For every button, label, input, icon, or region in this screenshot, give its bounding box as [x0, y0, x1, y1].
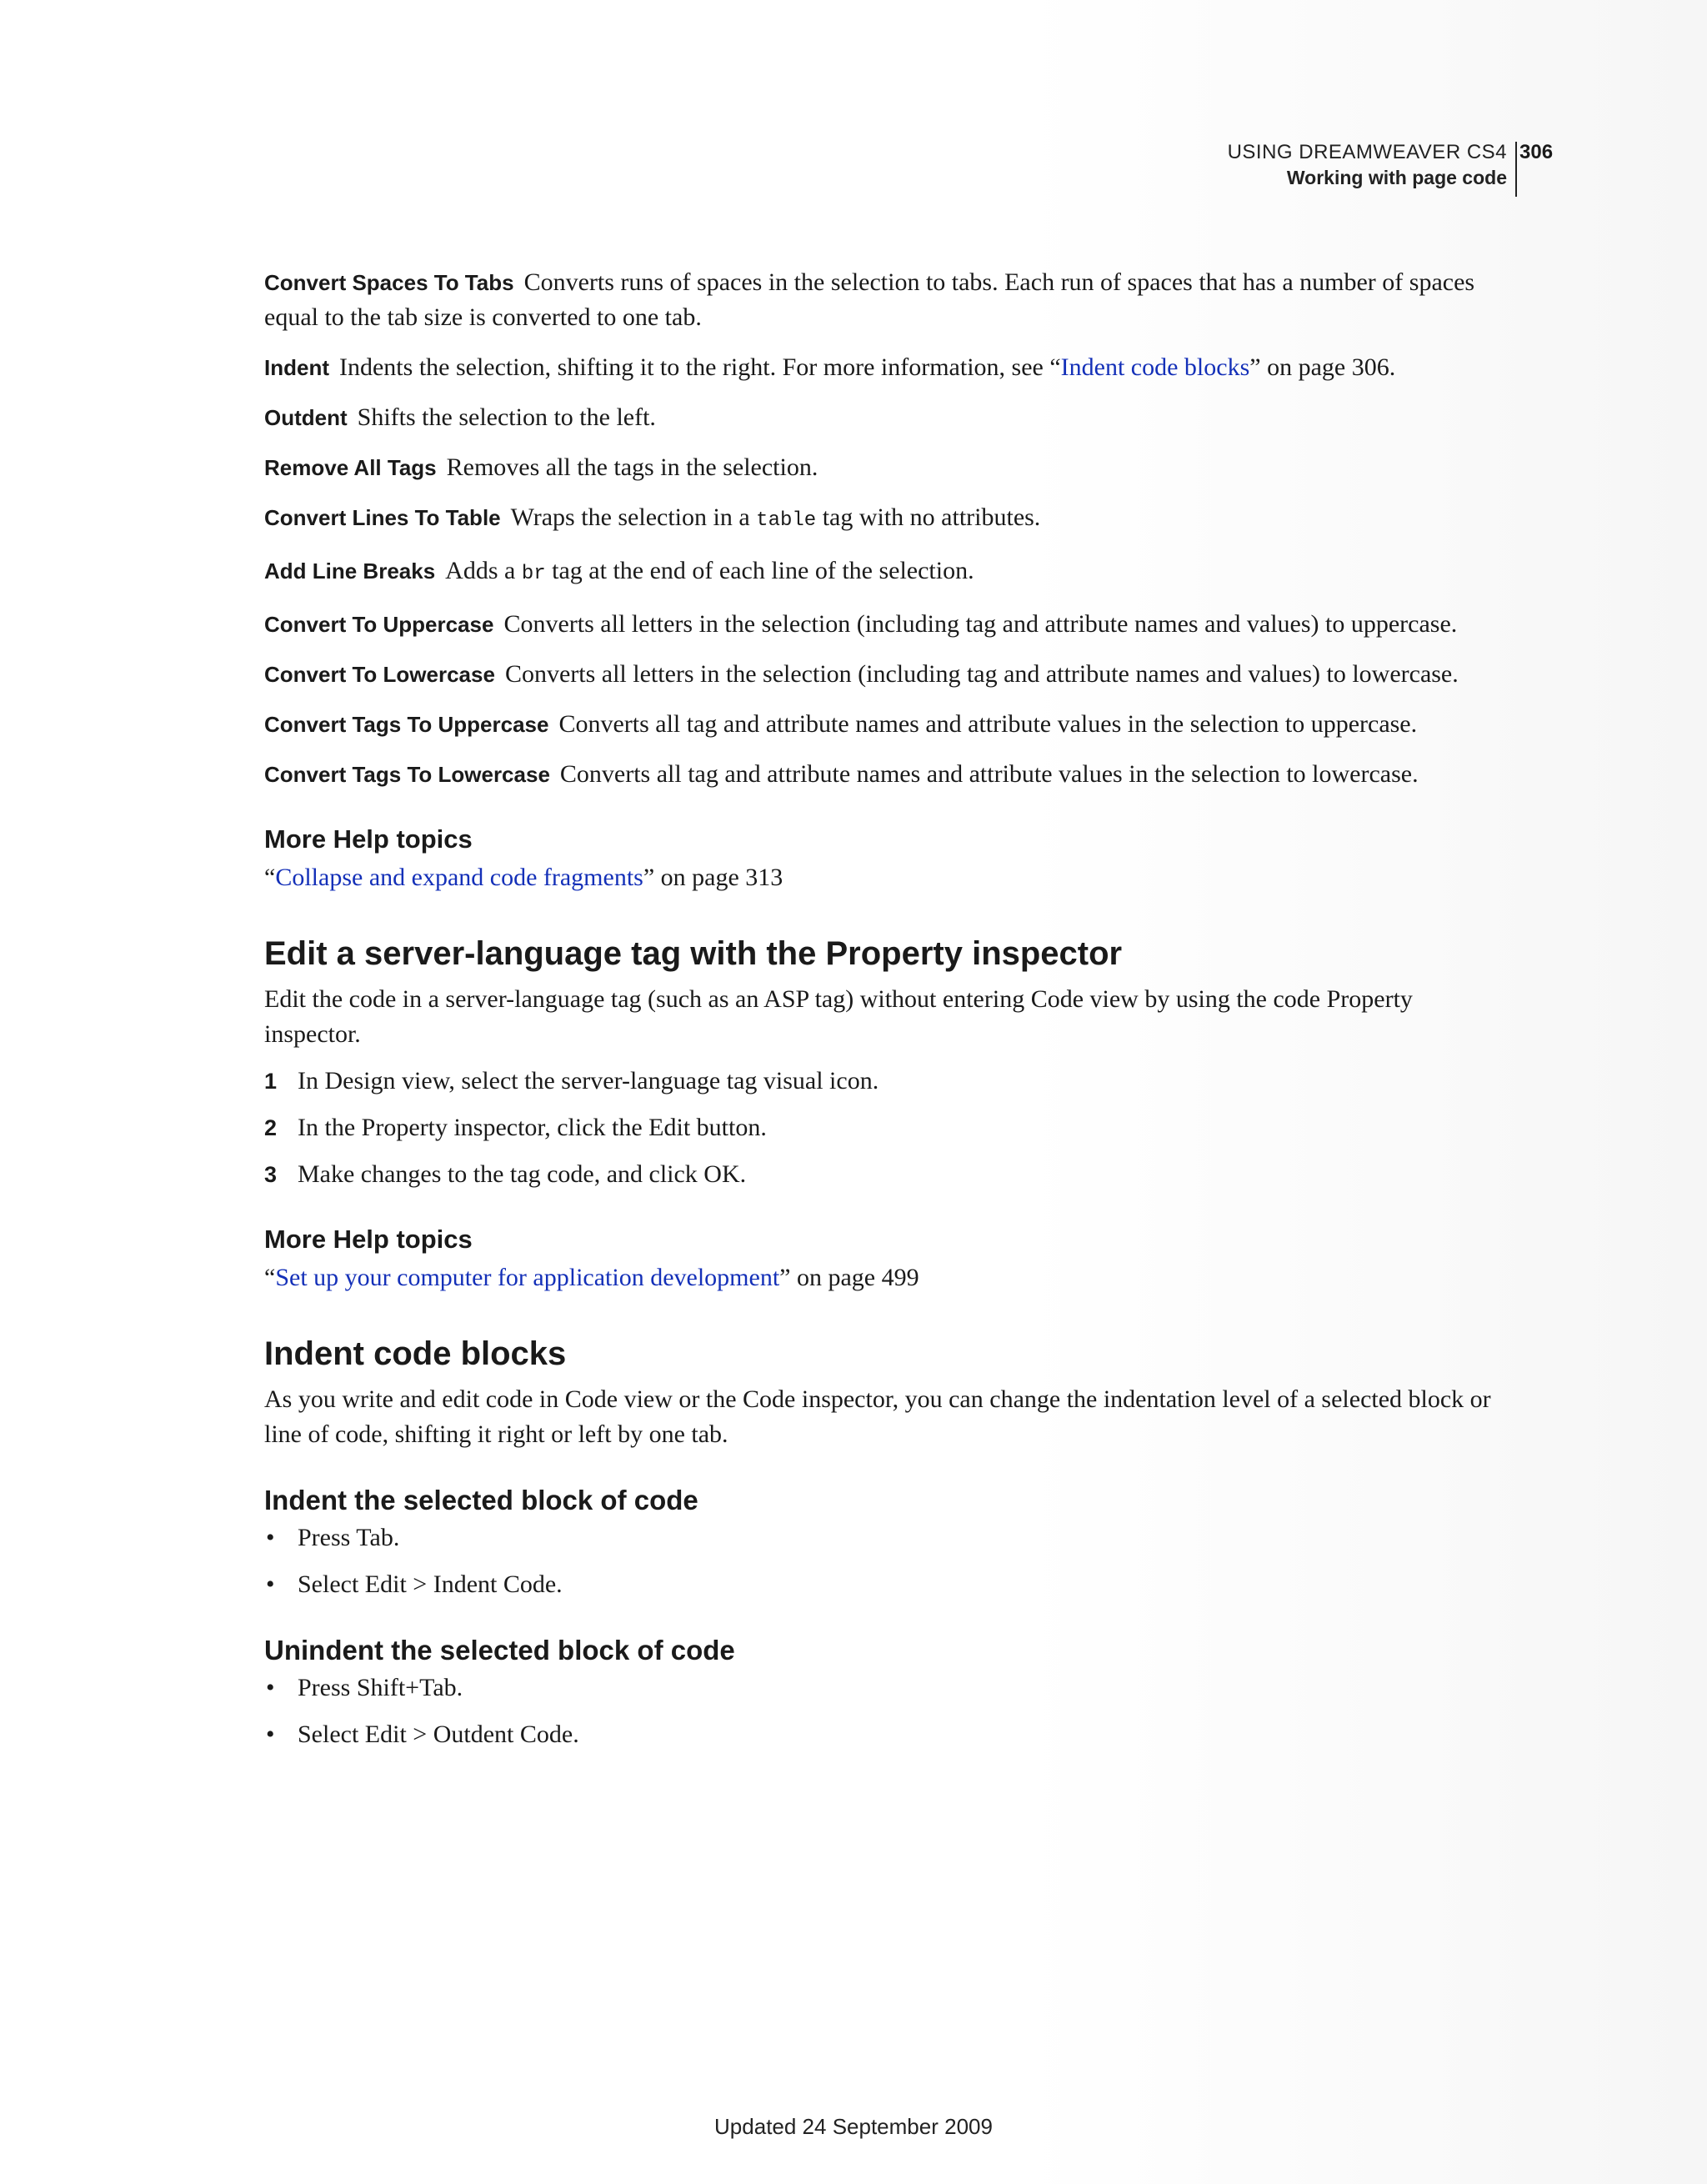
page-number: 306 — [1519, 141, 1554, 163]
page-footer: Updated 24 September 2009 — [714, 2114, 993, 2139]
definition-text-suffix: ” on page 306. — [1249, 353, 1396, 381]
definition-text: Converts runs of spaces in the selection to tabs. Each run of spaces that has a number of spaces equal to the tab size is converted to one tab. — [264, 268, 1475, 331]
definition-indent — [264, 350, 1506, 385]
definition-term: Remove All Tags — [264, 455, 437, 480]
definition-text: Converts all tag and attribute names and attribute values in the selection to uppercase. — [558, 710, 1418, 738]
code-br: br — [521, 563, 546, 585]
section-heading-server-tag: Edit a server-language tag with the Property inspector — [264, 935, 1123, 972]
indent-code-blocks-link[interactable]: Indent code blocks — [1060, 353, 1250, 381]
step-item — [264, 1110, 1506, 1145]
bullet-icon: • — [266, 1721, 275, 1748]
definition-text: Converts all letters in the selection (including tag and attribute names and values) to lowercase. — [504, 660, 1459, 688]
bullet-icon: • — [266, 1674, 275, 1701]
definition-convert-tags-to-lowercase — [264, 757, 1506, 792]
bullet-icon: • — [266, 1570, 275, 1598]
collapse-expand-link[interactable]: Collapse and expand code fragments — [275, 864, 643, 891]
main-content — [264, 265, 1506, 1764]
definition-remove-all-tags — [264, 450, 1506, 485]
more-help-heading: More Help topics — [264, 1225, 473, 1254]
definition-term: Convert Lines To Table — [264, 505, 501, 530]
step-number: 2 — [264, 1115, 278, 1140]
section-heading-indent-code-blocks: Indent code blocks — [264, 1335, 567, 1372]
definition-convert-lines-to-table — [264, 500, 1506, 538]
definition-term: Convert Tags To Uppercase — [264, 712, 549, 737]
step-number: 3 — [264, 1162, 278, 1187]
definition-convert-to-lowercase — [264, 657, 1506, 692]
setup-computer-link[interactable]: Set up your computer for application development — [275, 1264, 780, 1291]
definition-term: Convert To Uppercase — [264, 612, 494, 637]
definition-text: Shifts the selection to the left. — [357, 403, 656, 431]
running-header — [1228, 140, 1507, 190]
definition-text: Wraps the selection in a — [510, 503, 757, 531]
definition-term: Convert To Lowercase — [264, 662, 495, 687]
step-item — [264, 1157, 1506, 1192]
definition-term: Convert Tags To Lowercase — [264, 762, 550, 787]
more-help-entry — [264, 1260, 1506, 1295]
step-number: 1 — [264, 1069, 278, 1094]
list-item — [264, 1520, 1506, 1555]
list-item-text: Select Edit > Indent Code. — [298, 1570, 563, 1598]
list-item-text: Press Tab. — [298, 1524, 400, 1551]
book-title: USING DREAMWEAVER CS4 — [1227, 141, 1507, 163]
section-intro: Edit the code in a server-language tag (such as an ASP tag) without entering Code view by using the code Property inspector. — [264, 985, 1413, 1048]
step-text: In the Property inspector, click the Edit button. — [298, 1114, 767, 1141]
definition-term: Indent — [264, 355, 329, 380]
code-table: table — [756, 509, 817, 532]
definition-term: Add Line Breaks — [264, 559, 436, 584]
definition-convert-spaces-to-tabs — [264, 265, 1506, 335]
definition-text: Converts all letters in the selection (including tag and attribute names and values) to uppercase. — [503, 610, 1458, 638]
step-text: Make changes to the tag code, and click OK. — [298, 1160, 747, 1188]
definition-text: Removes all the tags in the selection. — [446, 453, 818, 481]
list-item-text: Press Shift+Tab. — [298, 1674, 463, 1701]
definition-text-suffix: tag at the end of each line of the selection. — [545, 557, 974, 584]
header-divider — [1515, 142, 1517, 197]
bullet-icon: • — [266, 1524, 275, 1551]
definition-term: Convert Spaces To Tabs — [264, 270, 514, 295]
definition-text-suffix: tag with no attributes. — [816, 503, 1041, 531]
subsection-heading-unindent: Unindent the selected block of code — [264, 1635, 735, 1666]
definition-text: Indents the selection, shifting it to the right. For more information, see “ — [339, 353, 1061, 381]
chapter-title: Working with page code — [1286, 167, 1507, 188]
definition-term: Outdent — [264, 405, 348, 430]
list-item — [264, 1671, 1506, 1706]
step-text: In Design view, select the server-language tag visual icon. — [298, 1067, 879, 1095]
open-quote: “ — [264, 864, 276, 891]
subsection-heading-indent: Indent the selected block of code — [264, 1485, 698, 1515]
section-intro: As you write and edit code in Code view or the Code inspector, you can change the indentation level of a selected block or line of code, shifting it right or left by one tab. — [264, 1385, 1491, 1448]
definition-outdent — [264, 400, 1506, 435]
list-item — [264, 1567, 1506, 1602]
definition-add-line-breaks — [264, 554, 1506, 592]
definition-text: Converts all tag and attribute names and attribute values in the selection to lowercase. — [559, 760, 1419, 788]
definition-convert-tags-to-uppercase — [264, 707, 1506, 742]
page-reference: ” on page 313 — [643, 864, 783, 891]
list-item-text: Select Edit > Outdent Code. — [298, 1721, 579, 1748]
open-quote: “ — [264, 1264, 276, 1291]
definition-text: Adds a — [445, 557, 522, 584]
more-help-entry — [264, 860, 1506, 895]
more-help-heading: More Help topics — [264, 824, 473, 854]
page-reference: ” on page 499 — [779, 1264, 919, 1291]
definition-convert-to-uppercase — [264, 607, 1506, 642]
step-item — [264, 1064, 1506, 1099]
list-item — [264, 1717, 1506, 1752]
